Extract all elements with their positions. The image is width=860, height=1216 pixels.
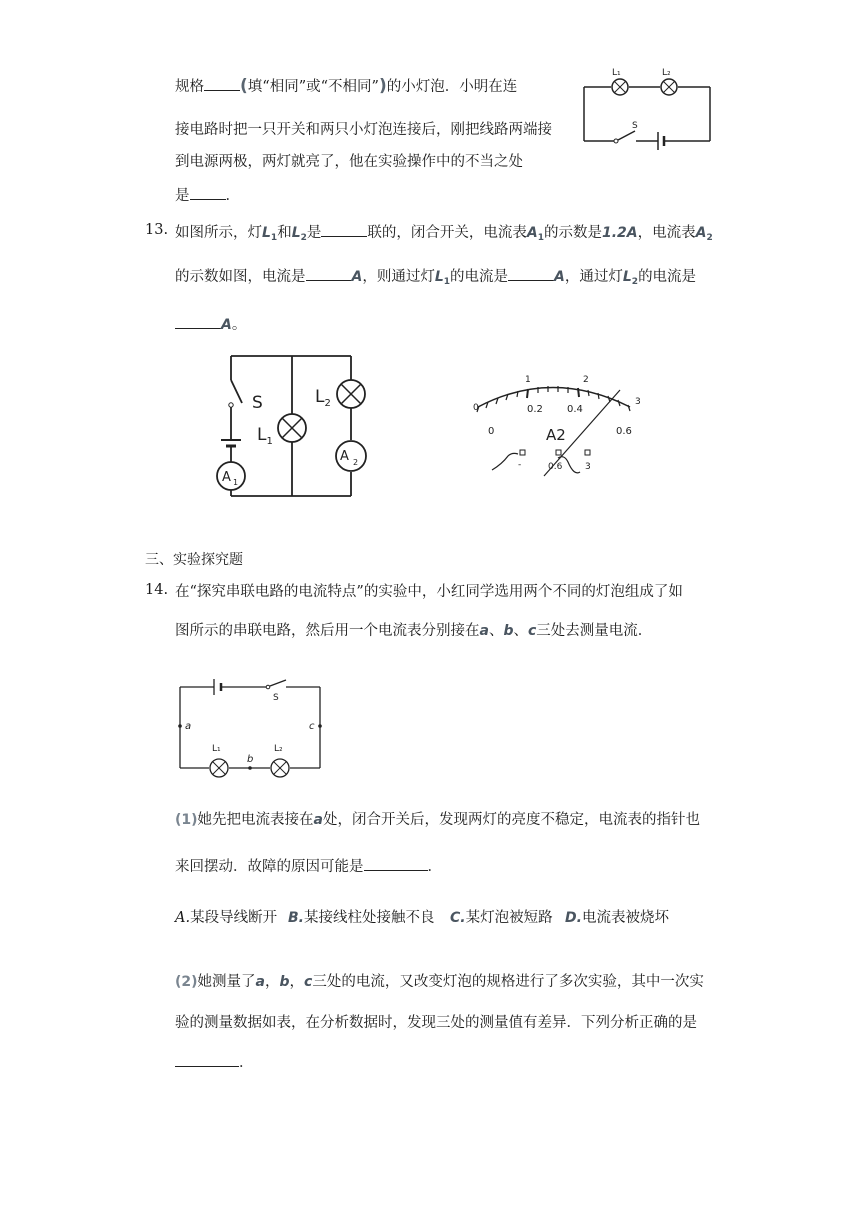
answer-blank <box>306 266 352 281</box>
q13-ammeter-dial <box>470 368 650 483</box>
option-b[interactable]: B.某接线柱处接触不良 <box>288 910 435 926</box>
q14-sub1-line2: 来回摆动．故障的原因可能是 ． <box>175 856 442 877</box>
q12-line1: 规格 (填“相同”或“不相同”)的小灯泡．小明在连 <box>175 76 518 96</box>
ammeter-a2-icon <box>336 441 366 471</box>
paren-close: ) <box>378 76 387 96</box>
label-s: S <box>273 693 279 703</box>
q12-line3: 到电源两极，两灯就亮了，他在实验操作中的不当之处 <box>175 154 523 170</box>
q14-sub2-line2: 验的测量数据如表，在分析数据时，发现三处的测量值有差异．下列分析正确的是 <box>175 1015 697 1031</box>
mid-tick-0-2: 0.2 <box>527 404 543 415</box>
lamp-l1-icon <box>278 414 306 442</box>
svg-text:2: 2 <box>353 458 359 467</box>
q14-sub1-line1: (1)她先把电流表接在a处，闭合开关后，发现两灯的亮度不稳定，电流表的指针也 <box>175 812 700 828</box>
answer-blank <box>321 222 367 237</box>
label-l2: $L_2$ <box>315 387 331 409</box>
var-a1: $A_1$ <box>526 225 544 243</box>
lamp-l2-icon <box>661 79 677 95</box>
q14-line2: 图所示的串联电路，然后用一个电流表分别接在a、b、c三处去测量电流． <box>175 623 653 639</box>
top-tick-2: 2 <box>583 375 589 385</box>
lamp-l1-icon <box>612 79 628 95</box>
svg-text:A: A <box>222 470 231 485</box>
lamp-l2-icon <box>337 380 365 408</box>
paren-open: ( <box>240 76 248 96</box>
answer-blank <box>175 1052 239 1067</box>
bottom-tick-0-6: 0.6 <box>616 426 632 437</box>
q12-circuit-figure <box>578 62 718 157</box>
terminal-0-6: 0.6 <box>548 462 563 472</box>
label-l2: L₂ <box>274 744 283 754</box>
answer-blank <box>175 314 221 329</box>
q14-number: 14. <box>145 582 169 598</box>
ammeter-a1-icon <box>217 462 245 490</box>
answer-blank <box>204 76 240 91</box>
var-l1: $L_1$ <box>262 225 278 243</box>
label-l1: L₁ <box>612 68 621 78</box>
label-a: a <box>185 721 192 732</box>
q13-line2: 的示数如图，电流是 A，则通过灯$L_1$的电流是 A，通过灯$L_2$的电流是 <box>175 266 696 292</box>
q14-line1: 在“探究串联电路的电流特点”的实验中，小红同学选用两个不同的灯泡组成了如 <box>175 584 683 600</box>
q12-line2: 接电路时把一只开关和两只小灯泡连接后，刚把线路两端接 <box>175 122 552 138</box>
label-s: S <box>632 121 638 131</box>
sub1-tag: (1) <box>175 812 198 828</box>
top-tick-1: 1 <box>525 375 531 385</box>
lamp-l1-icon <box>210 759 228 777</box>
var-value: 1.2A <box>601 225 638 241</box>
q12-line4: 是 ． <box>175 185 240 206</box>
section-title: 三、实验探究题 <box>145 552 243 568</box>
label-l1: $L_1$ <box>257 425 273 447</box>
label-b: b <box>247 754 254 765</box>
var-l1: $L_1$ <box>434 269 451 287</box>
top-tick-0: 0 <box>473 403 479 413</box>
q14-sub2-line1: (2)她测量了a，b，c三处的电流，又改变灯泡的规格进行了多次实验，其中一次实 <box>175 974 704 990</box>
svg-text:1: 1 <box>233 478 239 487</box>
option-a[interactable]: A.某段导线断开 <box>175 910 278 926</box>
answer-blank <box>364 856 428 871</box>
q14-circuit-figure <box>176 676 326 781</box>
sub2-tag: (2) <box>175 974 198 990</box>
var-l2: $L_2$ <box>622 269 639 287</box>
terminal-neg: - <box>518 460 522 470</box>
svg-text:A: A <box>340 449 349 464</box>
label-l2: L₂ <box>662 68 671 78</box>
option-c[interactable]: C.某灯泡被短路 <box>450 910 553 926</box>
q14-sub2-line3: ． <box>175 1052 254 1073</box>
q13-line3: A。 <box>175 314 246 335</box>
terminal-3: 3 <box>585 462 591 472</box>
answer-blank <box>508 266 554 281</box>
q13-number: 13. <box>145 222 169 238</box>
answer-blank <box>190 185 226 200</box>
bottom-tick-0: 0 <box>488 426 495 437</box>
meter-label: A2 <box>546 426 566 444</box>
q13-line1: 如图所示，灯$L_1$和$L_2$是 联的，闭合开关，电流表$A_1$的示数是1.2A，电流表$A_2$ <box>175 222 713 248</box>
var-a2: $A_2$ <box>695 225 713 243</box>
lamp-l2-icon <box>271 759 289 777</box>
label-s: S <box>252 393 263 413</box>
label-c: c <box>309 721 315 732</box>
option-d[interactable]: D.电流表被烧坏 <box>565 910 669 926</box>
var-l2: $L_2$ <box>291 225 307 243</box>
top-tick-3: 3 <box>635 397 641 407</box>
label-l1: L₁ <box>212 744 221 754</box>
q13-circuit-figure <box>215 350 365 505</box>
mid-tick-0-4: 0.4 <box>567 404 583 415</box>
